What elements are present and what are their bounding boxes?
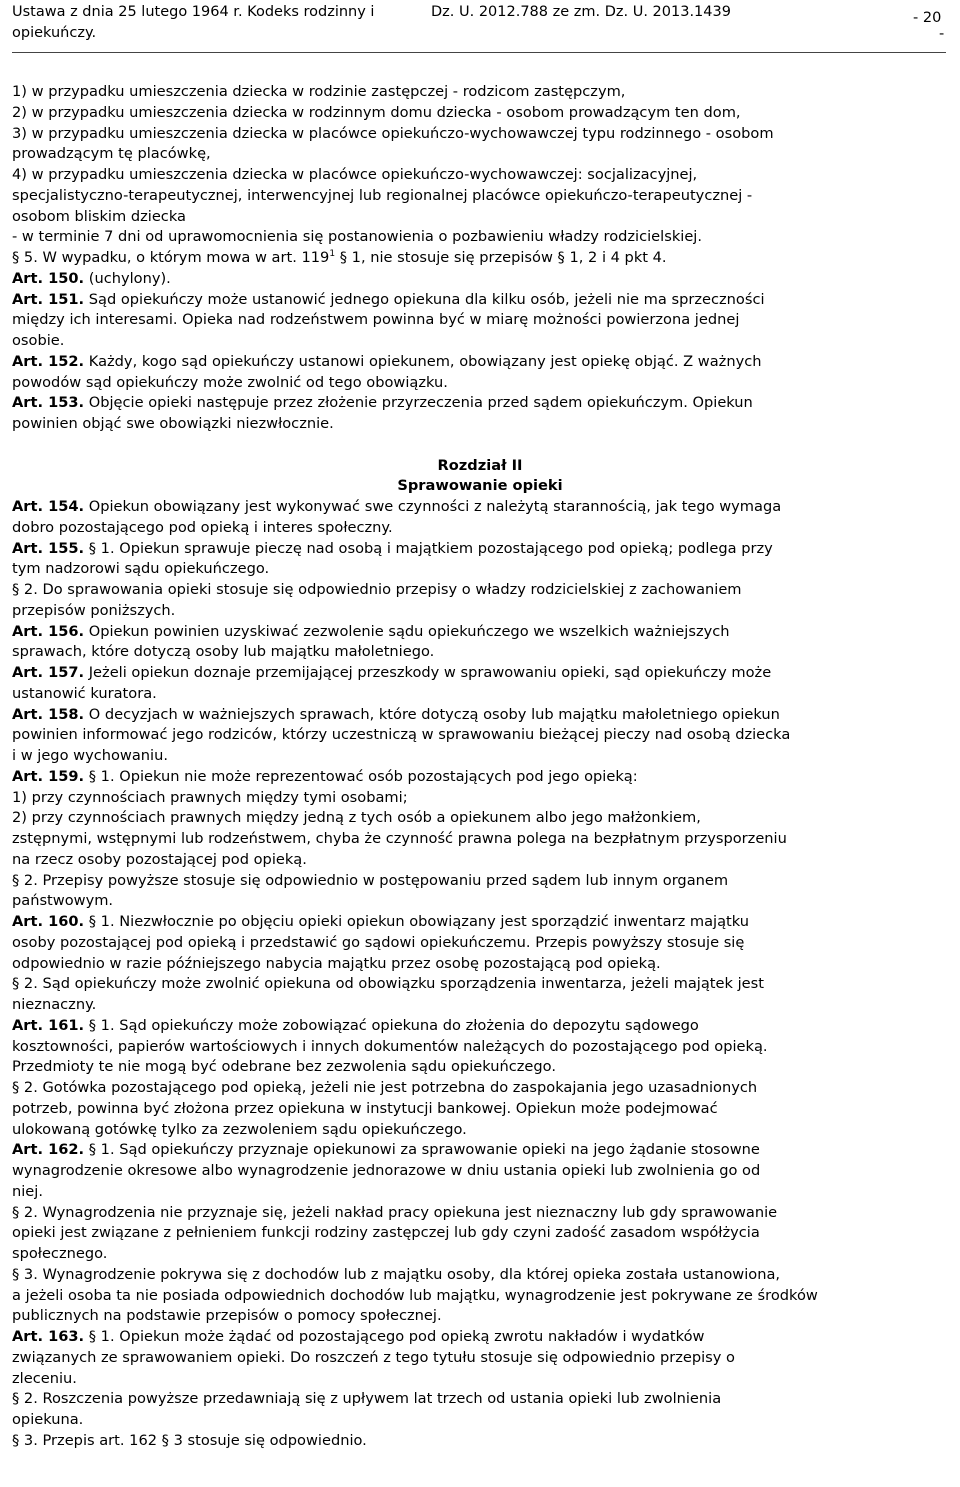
- article-label: Art. 158.: [12, 705, 85, 723]
- title-line-1: Ustawa z dnia 25 lutego 1964 r. Kodeks rodzinny i: [12, 4, 375, 20]
- text-line: państwowym.: [12, 892, 114, 910]
- article-text: Jeżeli opiekun doznaje przemijającej przeszkody w sprawowaniu opieki, sąd opiekuńczy może: [88, 664, 772, 681]
- article-label: Art. 152.: [12, 352, 85, 370]
- text-line: osobom bliskim dziecka: [12, 207, 186, 225]
- text-line: sprawach, które dotyczą osoby lub majątku małoletniego.: [12, 643, 435, 661]
- text-line: opieki jest związane z pełnieniem funkcji rodziny zastępczej lub gdy czyni zadość zasadom współżycia: [12, 1224, 760, 1242]
- text-line: zleceniu.: [12, 1369, 77, 1387]
- page-header: [0, 0, 960, 54]
- text-line: między ich interesami. Opieka nad rodzeństwem powinna być w miarę możności powierzona jednej: [12, 311, 740, 329]
- article-152: [12, 352, 948, 373]
- text-line: Przedmioty te nie mogą być odebrane bez zezwolenia sądu opiekuńczego.: [12, 1058, 556, 1076]
- article-text: § 1. Opiekun nie może reprezentować osób pozostających pod jego opieką:: [88, 767, 638, 785]
- text-line: i w jego wychowaniu.: [12, 747, 168, 764]
- article-text: § 1. Sąd opiekuńczy może zobowiązać opiekuna do złożenia do depozytu sądowego: [88, 1016, 699, 1034]
- article-156: [12, 622, 948, 643]
- article-text: § 1. Opiekun sprawuje pieczę nad osobą i majątkiem pozostającego pod opieką; podlega przy: [88, 539, 773, 557]
- article-label: Art. 157.: [12, 664, 85, 681]
- text-line: 2) przy czynnościach prawnych między jedną z tych osób a opiekunem albo jego małżonkiem,: [12, 809, 701, 827]
- text-line: potrzeb, powinna być złożona przez opiekuna w instytucji bankowej. Opiekun może podejmować: [12, 1099, 718, 1117]
- text-line: powodów sąd opiekuńczy może zwolnić od tego obowiązku.: [12, 373, 448, 391]
- text-line: na rzecz osoby pozostającej pod opieką.: [12, 850, 307, 868]
- journal-citation: Dz. U. 2012.788 ze zm. Dz. U. 2013.1439: [431, 4, 731, 20]
- text-line: nieznaczny.: [12, 996, 97, 1013]
- text-line: a jeżeli osoba ta nie posiada odpowiednich dochodów lub majątku, wynagrodzenie jest pokrywane ze środków: [12, 1286, 818, 1304]
- article-text: § 1. Sąd opiekuńczy przyznaje opiekunowi za sprawowanie opieki na jego żądanie stosowne: [88, 1141, 760, 1159]
- text-line: 1) przy czynnościach prawnych między tymi osobami;: [12, 788, 408, 806]
- text-line: niej.: [12, 1182, 43, 1200]
- article-label: Art. 159.: [12, 767, 85, 785]
- text-line: powinien informować jego rodziców, którzy uczestniczą w sprawowaniu bieżącej pieczy nad osobą dziecka: [12, 726, 791, 744]
- page-number-bottom: -: [939, 26, 945, 42]
- article-text: Każdy, kogo sąd opiekuńczy ustanowi opiekunem, obowiązany jest opiekę objąć. Z ważnych: [88, 352, 762, 370]
- text-line: opiekuna.: [12, 1411, 84, 1428]
- text-line: odpowiednio w razie późniejszego nabycia majątku przez osobę pozostającą pod opieką.: [12, 954, 661, 972]
- text-segment: § 5. W wypadku, o którym mowa w art. 119: [12, 249, 330, 266]
- text-line: osobie.: [12, 332, 65, 349]
- text-line: § 3. Przepis art. 162 § 3 stosuje się odpowiednio.: [12, 1431, 367, 1449]
- article-text: (uchylony).: [88, 269, 171, 287]
- article-label: Art. 150.: [12, 269, 85, 287]
- article-158: [12, 705, 948, 726]
- article-text: O decyzjach w ważniejszych sprawach, które dotyczą osoby lub majątku małoletniego opiekun: [88, 705, 780, 723]
- article-label: Art. 162.: [12, 1141, 85, 1159]
- text-line: § 3. Wynagrodzenie pokrywa się z dochodów lub z majątku osoby, dla której opieka została ustanowiona,: [12, 1265, 781, 1283]
- article-label: Art. 160.: [12, 913, 85, 930]
- article-160: [12, 912, 948, 933]
- text-line: osoby pozostającej pod opieką i przedstawić go sądowi opiekuńczemu. Przepis powyższy stosuje się: [12, 933, 745, 951]
- text-line: przepisów poniższych.: [12, 601, 176, 619]
- article-text: § 1. Niezwłocznie po objęciu opieki opiekun obowiązany jest sporządzić inwentarz majątku: [88, 913, 750, 930]
- text-line: zstępnymi, wstępnymi lub rodzeństwem, chyba że czynność prawna polega na bezpłatnym przysporzeniu: [12, 830, 787, 847]
- article-157: [12, 663, 948, 684]
- text-line: publicznych na podstawie przepisów o pomocy społecznej.: [12, 1307, 442, 1325]
- document-title: [12, 2, 397, 44]
- article-label: Art. 161.: [12, 1016, 85, 1034]
- article-text: Sąd opiekuńczy może ustanowić jednego opiekuna dla kilku osób, jeżeli nie ma sprzeczności: [88, 290, 765, 308]
- article-label: Art. 156.: [12, 622, 85, 640]
- article-text: Opiekun powinien uzyskiwać zezwolenie sądu opiekuńczego we wszelkich ważniejszych: [88, 622, 730, 640]
- article-161: [12, 1016, 948, 1037]
- text-line: § 2. Do sprawowania opieki stosuje się odpowiednio przepisy o władzy rodzicielskiej z zachowaniem: [12, 581, 742, 598]
- text-line: § 2. Wynagrodzenia nie przyznaje się, jeżeli nakład pracy opiekuna jest nieznaczny lub gdy sprawowanie: [12, 1203, 778, 1221]
- chapter-heading: Rozdział II: [437, 456, 523, 474]
- text-line: 2) w przypadku umieszczenia dziecka w rodzinnym domu dziecka - osobom prowadzącym ten dom,: [12, 103, 741, 121]
- text-line: - w terminie 7 dni od uprawomocnienia się postanowienia o pozbawieniu władzy rodzicielskiej.: [12, 228, 702, 246]
- text-line: § 2. Roszczenia powyższe przedawniają się z upływem lat trzech od ustania opieki lub zwolnienia: [12, 1390, 722, 1408]
- text-line: ustanowić kuratora.: [12, 684, 157, 702]
- article-label: Art. 151.: [12, 290, 85, 308]
- document-body: [12, 82, 948, 1452]
- article-163: [12, 1327, 948, 1348]
- article-label: Art. 163.: [12, 1328, 85, 1345]
- text-line: § 2. Sąd opiekuńczy może zwolnić opiekuna od obowiązku sporządzenia inwentarza, jeżeli majątek jest: [12, 975, 764, 993]
- text-line: § 2. Przepisy powyższe stosuje się odpowiednio w postępowaniu przed sądem lub innym organem: [12, 871, 729, 889]
- article-162: [12, 1140, 948, 1161]
- paragraph-5: [12, 248, 948, 269]
- article-label: Art. 155.: [12, 539, 85, 557]
- chapter-title: Sprawowanie opieki: [397, 477, 563, 495]
- article-label: Art. 153.: [12, 394, 85, 412]
- text-line: kosztowności, papierów wartościowych i innych dokumentów należących do pozostającego pod opieką.: [12, 1037, 768, 1055]
- article-text: Objęcie opieki następuje przez złożenie przyrzeczenia przed sądem opiekuńczym. Opiekun: [88, 394, 753, 412]
- text-segment: § 1, nie stosuje się przepisów § 1, 2 i 4 pkt 4.: [339, 249, 667, 266]
- text-line: 3) w przypadku umieszczenia dziecka w placówce opiekuńczo-wychowawczej typu rodzinnego - osobom: [12, 124, 774, 142]
- article-text: Opiekun obowiązany jest wykonywać swe czynności z należytą starannością, jak tego wymaga: [88, 498, 782, 515]
- text-line: powinien objąć swe obowiązki niezwłocznie.: [12, 415, 334, 432]
- article-154: [12, 497, 948, 518]
- spacer: [12, 435, 948, 456]
- text-line: związanych ze sprawowaniem opieki. Do roszczeń z tego tytułu stosuje się odpowiednio przepisy o: [12, 1348, 735, 1366]
- article-155: [12, 539, 948, 560]
- text-line: dobro pozostającego pod opieką i interes społeczny.: [12, 518, 393, 536]
- article-150: [12, 269, 948, 290]
- superscript: 1: [329, 249, 336, 259]
- text-line: specjalistyczno-terapeutycznej, interwencyjnej lub regionalnej placówce opiekuńczo-terapeutycznej -: [12, 186, 753, 204]
- text-line: § 2. Gotówka pozostającego pod opieką, jeżeli nie jest potrzebna do zaspokajania jego uzasadnionych: [12, 1079, 758, 1096]
- header-divider: [12, 52, 946, 53]
- text-line: wynagrodzenie okresowe albo wynagrodzenie jednorazowe w dniu ustania opieki lub zwolnienia go od: [12, 1162, 761, 1179]
- article-label: Art. 154.: [12, 498, 85, 515]
- article-159: [12, 767, 948, 788]
- title-line-2: opiekuńczy.: [12, 25, 97, 41]
- text-line: 1) w przypadku umieszczenia dziecka w rodzinie zastępczej - rodzicom zastępczym,: [12, 83, 626, 100]
- text-line: społecznego.: [12, 1245, 108, 1262]
- text-line: tym nadzorowi sądu opiekuńczego.: [12, 560, 270, 578]
- page-number-top: - 20: [913, 10, 942, 26]
- article-151: [12, 290, 948, 311]
- article-153: [12, 393, 948, 414]
- text-line: ulokowaną gotówkę tylko za zezwoleniem sądu opiekuńczego.: [12, 1120, 467, 1138]
- article-text: § 1. Opiekun może żądać od pozostającego pod opieką zwrotu nakładów i wydatków: [88, 1328, 705, 1345]
- text-line: prowadzącym tę placówkę,: [12, 145, 211, 163]
- text-line: 4) w przypadku umieszczenia dziecka w placówce opiekuńczo-wychowawczej: socjalizacyjnej,: [12, 166, 698, 183]
- page-number: [913, 10, 944, 42]
